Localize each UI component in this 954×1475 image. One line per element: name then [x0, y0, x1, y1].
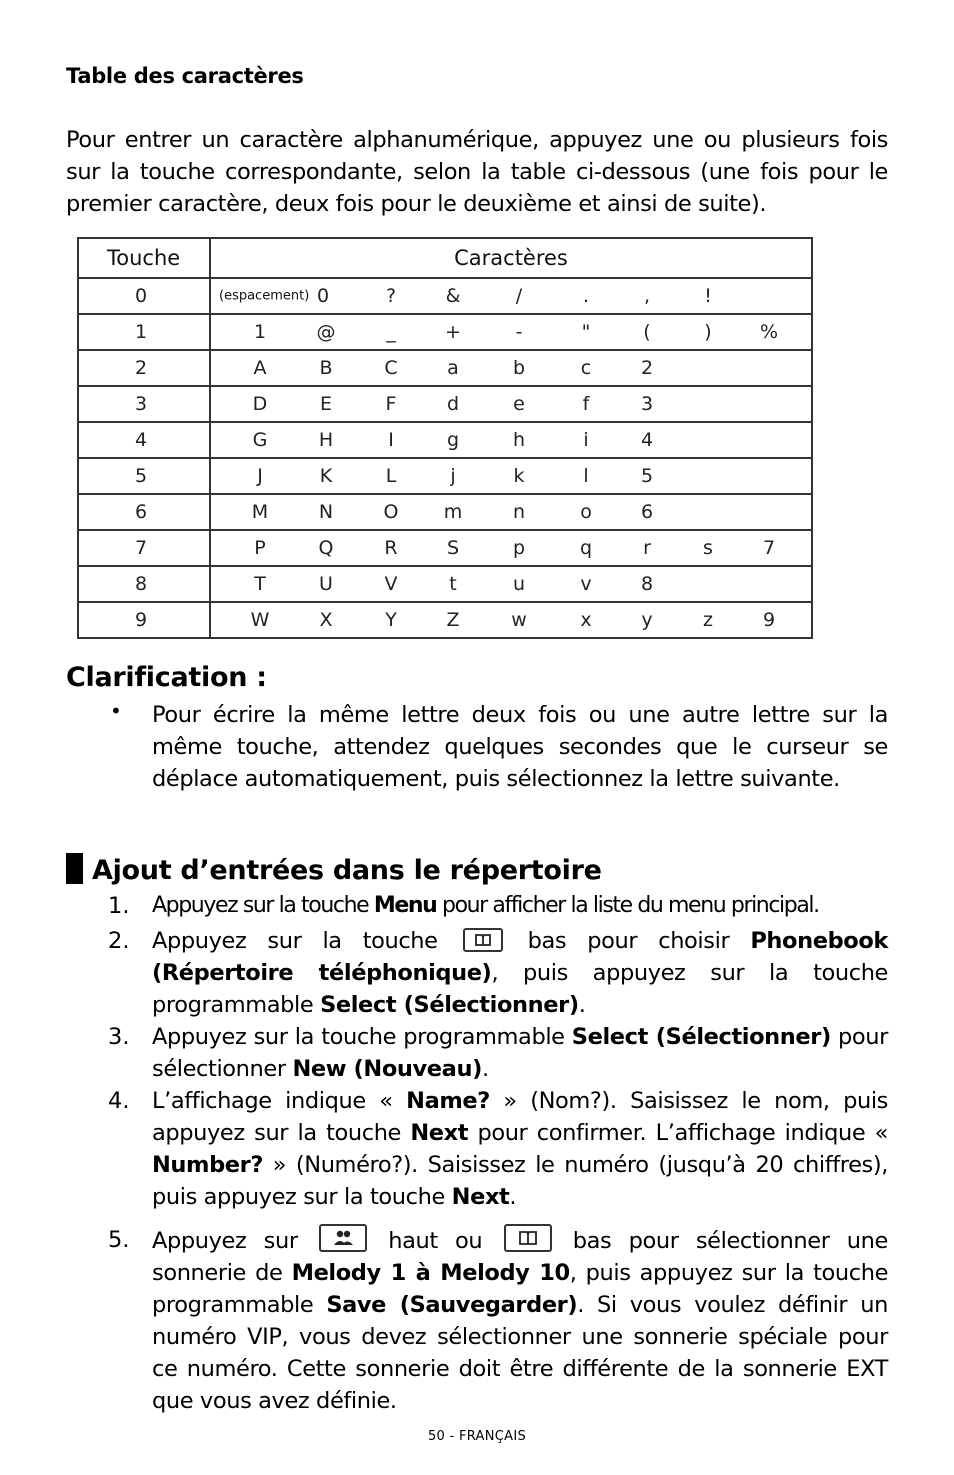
char-glyph: X — [319, 609, 333, 631]
chars-cell — [210, 458, 812, 494]
char-glyph: 1 — [253, 321, 267, 343]
table-row — [78, 602, 812, 638]
section-heading-text: Ajout d’entrées dans le répertoire — [92, 855, 602, 886]
table-row — [78, 494, 812, 530]
chars-cell — [210, 314, 812, 350]
char-glyph: k — [513, 465, 525, 487]
char-glyph: , — [643, 285, 651, 307]
space-label: (espacement) — [219, 288, 310, 304]
char-glyph: n — [512, 501, 526, 523]
char-glyph: r — [643, 537, 651, 559]
char-glyph: - — [515, 321, 523, 343]
table-row — [78, 566, 812, 602]
char-glyph: i — [583, 429, 589, 451]
phonebook-key-icon — [463, 928, 503, 952]
key-cell: 9 — [78, 602, 210, 638]
char-glyph: E — [319, 393, 333, 415]
char-glyph: K — [319, 465, 333, 487]
char-glyph: . — [582, 285, 590, 307]
char-glyph: U — [319, 573, 333, 595]
char-glyph: 3 — [640, 393, 654, 415]
char-glyph: w — [511, 609, 527, 631]
key-cell: 6 — [78, 494, 210, 530]
step-text: Appuyez sur haut ou bas pour sélectionner une sonnerie de Melody 1 à Melody 10, puis appuyez sur la touche programmable Save (Sauvegarder). Si vous voulez définir un numéro VIP, vous devez sélectionner une sonnerie spéciale pour ce numéro. Cette sonnerie doit être différente de la sonnerie EXT que vous avez définie. — [152, 1224, 888, 1417]
step-text: L’affichage indique « Name? » (Nom?). Saisissez le nom, puis appuyez sur la touche Next pour confirmer. L’affichage indique « Number? » (Numéro?). Saisissez le numéro (jusqu’à 20 chiffres), puis appuyez sur la touche Next. — [152, 1088, 889, 1210]
char-glyph: G — [252, 429, 268, 451]
char-glyph: Q — [318, 537, 334, 559]
key-cell: 0 — [78, 278, 210, 314]
key-cell: 1 — [78, 314, 210, 350]
key-cell: 3 — [78, 386, 210, 422]
chars-cell — [210, 278, 812, 314]
char-glyph: B — [319, 357, 333, 379]
page-footer: 50 - FRANÇAIS — [427, 1429, 527, 1444]
char-glyph: q — [579, 537, 593, 559]
char-glyph: _ — [386, 321, 396, 343]
char-glyph: 6 — [640, 501, 654, 523]
char-glyph: ) — [704, 321, 712, 343]
intro-paragraph: Pour entrer un caractère alphanumérique, appuyez une ou plusieurs fois sur la touche correspondante, selon la table ci-dessous (une fois pour le premier caractère, deux fois pour le deuxième et ainsi de suite). — [66, 127, 888, 217]
char-glyph: 9 — [762, 609, 776, 631]
step-text: Appuyez sur la touche Menu pour afficher la liste du menu principal. — [152, 893, 819, 918]
char-glyph: F — [385, 393, 397, 415]
char-glyph: + — [445, 321, 461, 343]
header-key: Touche — [78, 238, 210, 278]
char-glyph: y — [641, 609, 653, 631]
phonebook-key-icon — [504, 1224, 552, 1252]
char-glyph: W — [250, 609, 270, 631]
header-chars: Caractères — [210, 238, 812, 278]
char-glyph: / — [515, 285, 523, 307]
char-glyph: @ — [316, 321, 336, 343]
character-table — [77, 237, 813, 639]
char-glyph: J — [257, 465, 263, 487]
char-glyph: p — [512, 537, 526, 559]
table-row — [78, 386, 812, 422]
char-glyph: 8 — [640, 573, 654, 595]
char-glyph: v — [580, 573, 592, 595]
char-glyph: 5 — [640, 465, 654, 487]
char-glyph: M — [251, 501, 269, 523]
key-cell: 8 — [78, 566, 210, 602]
key-cell: 5 — [78, 458, 210, 494]
char-glyph: H — [318, 429, 334, 451]
step-text: Appuyez sur la touche programmable Select (Sélectionner) pour sélectionner New (Nouveau). — [152, 1024, 888, 1082]
char-glyph: o — [580, 501, 592, 523]
clarification-text: Pour écrire la même lettre deux fois ou une autre lettre sur la même touche, attendez quelques secondes que le curseur se déplace automatiquement, puis sélectionnez la lettre suivante. — [152, 702, 888, 792]
char-glyph: C — [384, 357, 398, 379]
table-row — [78, 350, 812, 386]
char-glyph: x — [580, 609, 592, 631]
bullet-marker: • — [110, 699, 122, 723]
char-glyph: 2 — [640, 357, 654, 379]
char-glyph: Y — [385, 609, 397, 631]
char-glyph: a — [447, 357, 459, 379]
step-number: 4. — [108, 1088, 130, 1114]
char-glyph: P — [254, 537, 266, 559]
table-row — [78, 314, 812, 350]
chars-cell — [210, 602, 812, 638]
char-glyph: t — [449, 573, 457, 595]
char-glyph: ( — [643, 321, 651, 343]
char-glyph: " — [581, 321, 591, 343]
contacts-key-icon — [319, 1224, 367, 1252]
char-glyph: & — [445, 285, 461, 307]
char-glyph: ? — [385, 285, 397, 307]
step-number: 3. — [108, 1024, 130, 1050]
char-glyph: V — [384, 573, 398, 595]
char-glyph: c — [580, 357, 592, 379]
step-number: 5. — [108, 1227, 130, 1253]
section-title: Table des caractères — [66, 64, 304, 88]
char-glyph: f — [582, 393, 590, 415]
char-glyph: N — [318, 501, 334, 523]
table-row — [78, 530, 812, 566]
section-heading — [66, 853, 602, 886]
table-row — [78, 458, 812, 494]
char-glyph: D — [252, 393, 268, 415]
key-cell: 4 — [78, 422, 210, 458]
char-glyph: s — [703, 537, 713, 559]
char-glyph: O — [383, 501, 399, 523]
char-glyph: e — [513, 393, 525, 415]
char-glyph: Z — [446, 609, 460, 631]
key-cell: 2 — [78, 350, 210, 386]
char-glyph: m — [443, 501, 463, 523]
char-glyph: L — [385, 465, 397, 487]
chars-cell — [210, 350, 812, 386]
char-glyph: A — [253, 357, 267, 379]
step-number: 1. — [108, 893, 130, 919]
char-glyph: S — [446, 537, 460, 559]
clarification-title: Clarification : — [66, 662, 267, 693]
chars-cell — [210, 386, 812, 422]
table-header-row — [78, 238, 812, 278]
char-glyph: I — [388, 429, 394, 451]
char-glyph: b — [512, 357, 526, 379]
chars-cell — [210, 494, 812, 530]
section-marker-icon — [66, 853, 83, 884]
char-glyph: 7 — [762, 537, 776, 559]
chars-cell — [210, 422, 812, 458]
char-glyph: R — [384, 537, 398, 559]
table-row — [78, 278, 812, 314]
chars-cell — [210, 530, 812, 566]
char-glyph: u — [512, 573, 526, 595]
char-glyph: z — [703, 609, 713, 631]
step-text: Appuyez sur la touche bas pour choisir Phonebook (Répertoire téléphonique), puis appuyez sur la touche programmable Select (Sélectionner). — [152, 928, 889, 1018]
char-glyph: j — [450, 465, 456, 487]
char-glyph: T — [254, 573, 266, 595]
chars-cell — [210, 566, 812, 602]
char-glyph: h — [512, 429, 526, 451]
char-glyph: 0 — [316, 285, 330, 307]
key-cell: 7 — [78, 530, 210, 566]
char-glyph: g — [446, 429, 460, 451]
char-glyph: l — [583, 465, 589, 487]
table-row — [78, 422, 812, 458]
step-number: 2. — [108, 928, 130, 954]
char-glyph: d — [446, 393, 460, 415]
char-glyph: ! — [704, 285, 712, 307]
char-glyph: % — [759, 321, 779, 343]
char-glyph: 4 — [640, 429, 654, 451]
